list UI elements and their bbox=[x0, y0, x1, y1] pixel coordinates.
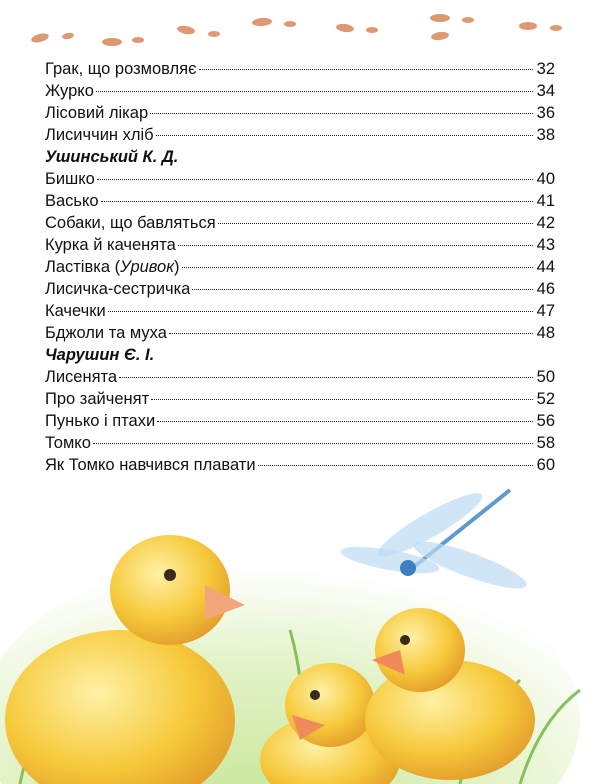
toc-page-number: 44 bbox=[536, 258, 555, 276]
dot-leader bbox=[192, 289, 533, 290]
toc-page-number: 52 bbox=[536, 390, 555, 408]
toc-page-number: 38 bbox=[536, 126, 555, 144]
toc-page-number: 40 bbox=[536, 170, 555, 188]
toc-entry bbox=[45, 234, 555, 256]
toc-entry-title: Качечки bbox=[45, 302, 106, 320]
toc-page-number: 43 bbox=[536, 236, 555, 254]
toc-page-number: 36 bbox=[536, 104, 555, 122]
toc-entry-title: Томко bbox=[45, 434, 91, 452]
toc-entry-title: Пунько і птахи bbox=[45, 412, 156, 430]
footprints-border-icon bbox=[0, 0, 600, 60]
toc-page-number: 60 bbox=[536, 456, 555, 474]
dot-leader bbox=[119, 377, 533, 378]
dot-leader bbox=[157, 421, 533, 422]
toc-entry bbox=[45, 322, 555, 344]
toc-entry bbox=[45, 432, 555, 454]
toc-entry bbox=[45, 190, 555, 212]
toc-entry bbox=[45, 300, 555, 322]
toc-entry-title: Бишко bbox=[45, 170, 95, 188]
author-heading: Чарушин Є. І. bbox=[45, 346, 155, 364]
dot-leader bbox=[182, 267, 533, 268]
toc-entry-title: Лисиччин хліб bbox=[45, 126, 154, 144]
dot-leader bbox=[199, 69, 533, 70]
dot-leader bbox=[150, 113, 533, 114]
toc-entry-title: Журко bbox=[45, 82, 94, 100]
toc-entry bbox=[45, 366, 555, 388]
dot-leader bbox=[258, 465, 533, 466]
toc-page-number: 46 bbox=[536, 280, 555, 298]
toc-page-number: 41 bbox=[536, 192, 555, 210]
dot-leader bbox=[96, 91, 533, 92]
toc-entry bbox=[45, 124, 555, 146]
toc-entry bbox=[45, 410, 555, 432]
toc-page-number: 50 bbox=[536, 368, 555, 386]
toc-entry-title: Про зайченят bbox=[45, 390, 150, 408]
dot-leader bbox=[156, 135, 533, 136]
dot-leader bbox=[169, 333, 533, 334]
toc-entry bbox=[45, 256, 555, 278]
toc-entry bbox=[45, 58, 555, 80]
toc-page-number: 32 bbox=[536, 60, 555, 78]
toc-entry bbox=[45, 80, 555, 102]
toc-entry bbox=[45, 102, 555, 124]
toc-entry bbox=[45, 388, 555, 410]
toc-entry bbox=[45, 168, 555, 190]
toc-entry-title: Бджоли та муха bbox=[45, 324, 167, 342]
toc-entry bbox=[45, 212, 555, 234]
toc-entry-title: Лісовий лікар bbox=[45, 104, 149, 122]
toc-entry-title: Лисичка-сестричка bbox=[45, 280, 191, 298]
toc-entry-title: Васько bbox=[45, 192, 99, 210]
toc-entry-title: Як Томко навчився плавати bbox=[45, 456, 256, 474]
dot-leader bbox=[151, 399, 533, 400]
toc-page-number: 48 bbox=[536, 324, 555, 342]
toc-entry-title: Курка й каченята bbox=[45, 236, 176, 254]
ducklings-illustration bbox=[0, 470, 600, 784]
toc-entry-title: Собаки, що бавляться bbox=[45, 214, 216, 232]
dot-leader bbox=[93, 443, 533, 444]
dot-leader bbox=[178, 245, 533, 246]
dot-leader bbox=[101, 201, 533, 202]
toc-entry-title: Лисенята bbox=[45, 368, 118, 386]
toc-entry-title: Грак, що розмовляє bbox=[45, 60, 197, 78]
author-heading: Ушинський К. Д. bbox=[45, 148, 179, 166]
toc-entry bbox=[45, 278, 555, 300]
toc-page-number: 42 bbox=[536, 214, 555, 232]
toc-page-number: 58 bbox=[536, 434, 555, 452]
toc-page-number: 47 bbox=[536, 302, 555, 320]
dot-leader bbox=[108, 311, 533, 312]
toc-entry-title: Ластівка (Уривок) bbox=[45, 258, 180, 276]
table-of-contents bbox=[45, 58, 555, 476]
toc-page-number: 56 bbox=[536, 412, 555, 430]
dot-leader bbox=[97, 179, 533, 180]
dot-leader bbox=[218, 223, 533, 224]
toc-page-number: 34 bbox=[536, 82, 555, 100]
